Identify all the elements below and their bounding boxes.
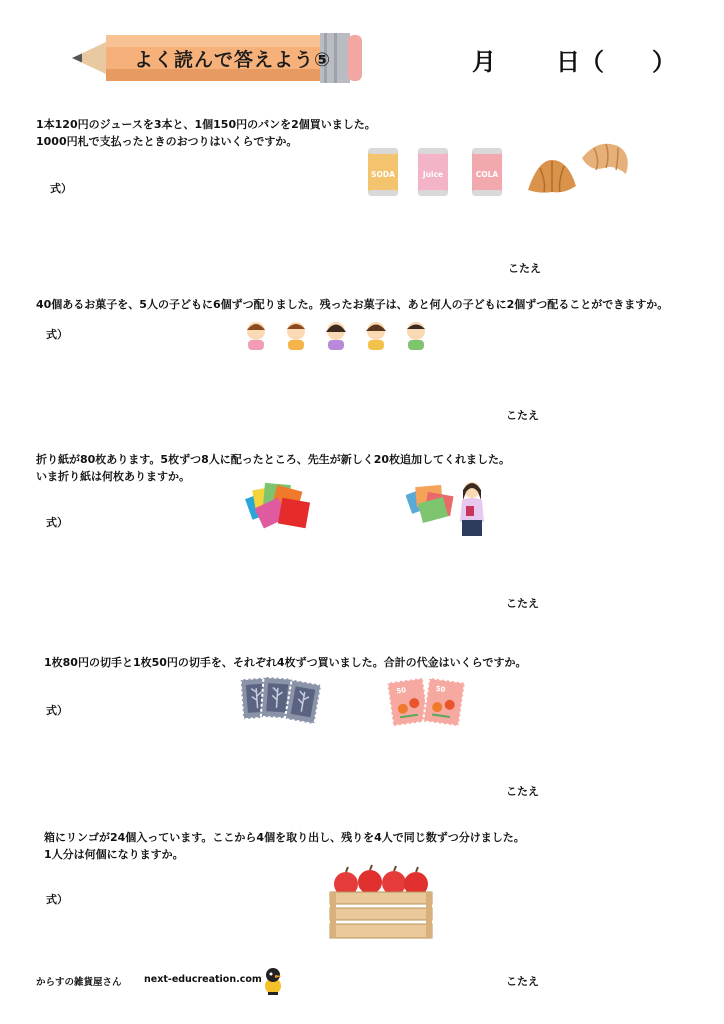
answer-label-4: こたえ — [506, 785, 539, 798]
crow-logo-icon — [262, 966, 284, 996]
question-3-line-2: いま折り紙は何枚ありますか。 — [36, 470, 190, 483]
answer-label-5: こたえ — [506, 975, 539, 988]
formula-label-4: 式） — [46, 704, 68, 717]
question-2-line-1: 40個あるお菓子を、5人の子どもに6個ずつ配りました。残ったお菓子は、あと何人の子どもに2個ずつ配ることができますか。 — [36, 298, 669, 311]
formula-label-1: 式） — [50, 182, 72, 195]
question-1 — [36, 116, 376, 150]
question-5-line-1: 箱にリンゴが24個入っています。ここから4個を取り出し、残りを4人で同じ数ずつ分けました。 — [44, 831, 525, 844]
question-4-line-1: 1枚80円の切手と1枚50円の切手を、それぞれ4枚ずつ買いました。合計の代金はいくらですか。 — [44, 656, 527, 669]
teacher-with-origami-icon — [406, 478, 492, 538]
child-icon — [407, 322, 425, 350]
question-4 — [44, 654, 526, 671]
day-label: 日（ ） — [556, 48, 676, 76]
question-5-line-2: 1人分は何個になりますか。 — [44, 848, 184, 861]
worksheet-title: よく読んで答えよう⑤ — [134, 49, 332, 71]
origami-paper-icon — [244, 478, 318, 532]
stamps-80-icon — [240, 674, 326, 726]
soda-can-label: SODA — [371, 170, 395, 179]
question-5 — [44, 829, 525, 863]
question-3-line-1: 折り紙が80枚あります。5枚ずつ8人に配ったところ、先生が新しく20枚追加してくれました。 — [36, 453, 511, 466]
child-icon — [366, 322, 386, 350]
formula-label-5: 式） — [46, 893, 68, 906]
question-1-line-1: 1本120円のジュースを3本と、1個150円のパンを2個買いました。 — [36, 118, 376, 131]
question-1-line-2: 1000円札で支払ったときのおつりはいくらですか。 — [36, 135, 298, 148]
formula-label-3: 式） — [46, 516, 68, 529]
juice-can-label: Juice — [422, 170, 444, 179]
footer-brand: からすの雑貨屋さん — [36, 977, 122, 988]
stamps-50-icon — [386, 674, 470, 728]
croissant-icon — [524, 152, 580, 198]
footer-url[interactable]: next-educreation.com — [144, 974, 262, 985]
formula-label-2: 式） — [46, 328, 68, 341]
question-2 — [36, 296, 668, 313]
child-icon — [287, 322, 305, 350]
juice-can-icon — [416, 144, 450, 198]
child-icon — [247, 322, 265, 350]
soda-can-icon — [366, 144, 400, 198]
answer-label-3: こたえ — [506, 597, 539, 610]
cola-can-label: COLA — [475, 170, 499, 179]
cola-can-icon — [470, 144, 504, 198]
croissant-icon-2 — [578, 138, 632, 182]
answer-label-2: こたえ — [506, 409, 539, 422]
apple-crate-icon — [328, 864, 434, 944]
child-icon — [326, 322, 346, 350]
month-label: 月 — [472, 48, 496, 76]
children-icons — [242, 318, 442, 352]
stamp-value-label-2: 50 — [435, 684, 446, 695]
stamp-value-label: 50 — [395, 686, 407, 696]
answer-label-1: こたえ — [508, 262, 541, 275]
